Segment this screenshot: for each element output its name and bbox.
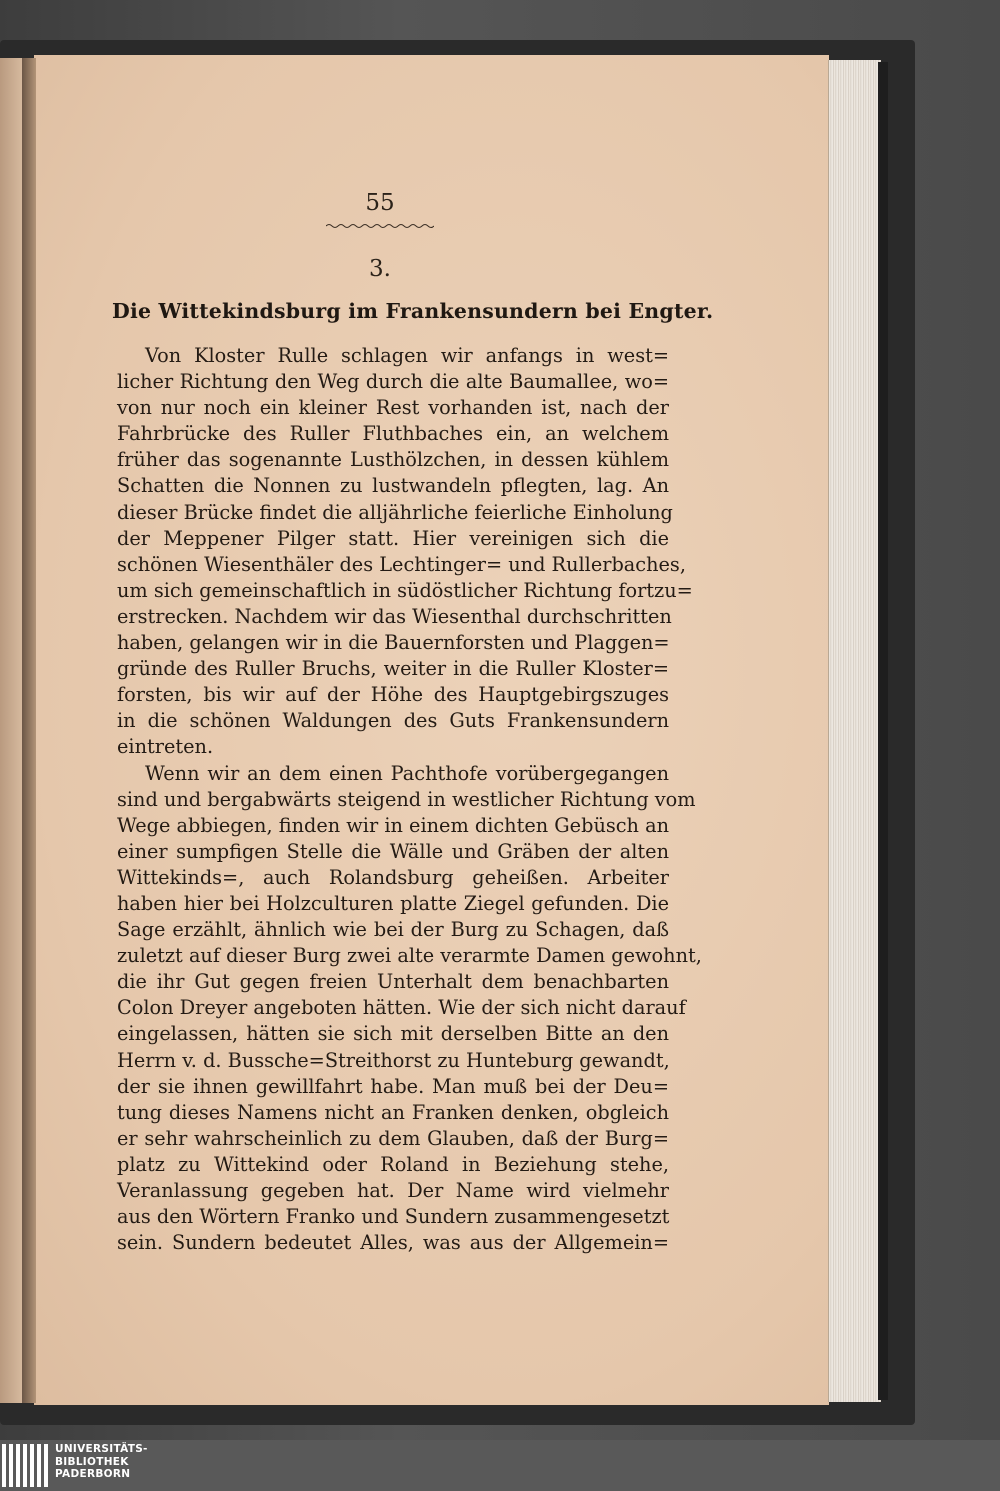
chapter-number: 3. [369, 256, 391, 282]
text-line: in die schönen Waldungen des Guts Frankensundern [117, 709, 669, 733]
text-line: Wenn wir an dem einen Pachthofe vorübergegangen [145, 761, 669, 785]
body-text [117, 343, 702, 1256]
text-line: Veranlassung gegeben hat. Der Name wird vielmehr [117, 1179, 669, 1202]
text-line: platz zu Wittekind oder Roland in Beziehung stehe, [117, 1152, 669, 1176]
logo-line: UNIVERSITÄTS- [55, 1443, 148, 1455]
text-line: schönen Wiesenthäler des Lechtinger= und Rullerbaches, [117, 552, 686, 576]
logo-line: BIBLIOTHEK [55, 1455, 129, 1468]
chapter-title: Die Wittekindsburg im Frankensundern bei Engter. [112, 299, 714, 323]
text-line: um sich gemeinschaftlich in südöstlicher Richtung fortzu= [117, 578, 693, 602]
cover-edge [878, 62, 888, 1400]
text-line: aus den Wörtern Franko und Sundern zusammengesetzt [117, 1205, 670, 1229]
text-line: eingelassen, hätten sie sich mit derselben Bitte an den [117, 1022, 669, 1046]
library-logo-text [55, 1443, 195, 1481]
text-line: Von Kloster Rulle schlagen wir anfangs in west= [145, 344, 669, 367]
text-line: Schatten die Nonnen zu lustwandeln pflegten, lag. An [117, 474, 669, 498]
page-number: 55 [365, 190, 395, 216]
text-line: der sie ihnen gewillfahrt habe. Man muß bei der Deu= [117, 1074, 669, 1098]
text-line: Wittekinds=, auch Rolandsburg geheißen. Arbeiter [117, 865, 669, 889]
page-gutter [22, 58, 36, 1403]
text-line: gründe des Ruller Bruchs, weiter in die Ruller Kloster= [117, 657, 669, 681]
text-line: die ihr Gut gegen freien Unterhalt dem benachbarten [117, 970, 669, 994]
text-line: früher das sogenannte Lusthölzchen, in dessen kühlem [117, 448, 669, 472]
text-line: Colon Dreyer angeboten hätten. Wie der sich nicht darauf [117, 996, 686, 1020]
text-line: Sage erzählt, ähnlich wie bei der Burg zu Schagen, daß [117, 918, 669, 942]
text-line: eintreten. [117, 735, 214, 759]
text-line: erstrecken. Nachdem wir das Wiesenthal durchschritten [117, 604, 672, 628]
wavy-rule-ornament [326, 222, 434, 230]
text-line: zuletzt auf dieser Burg zwei alte verarmte Damen gewohnt, [117, 944, 702, 968]
text-line: Wege abbiegen, finden wir in einem dichten Gebüsch an [117, 813, 670, 837]
left-page-edge [0, 58, 24, 1403]
text-line: einer sumpfigen Stelle die Wälle und Gräben der alten [117, 839, 669, 863]
text-line: Herrn v. d. Bussche=Streithorst zu Hunteburg gewandt, [117, 1048, 670, 1072]
text-line: licher Richtung den Weg durch die alte Baumallee, wo= [117, 370, 669, 394]
library-logo-icon [2, 1444, 48, 1487]
text-line: der Meppener Pilger statt. Hier vereinigen sich die [117, 526, 669, 550]
text-line: haben, gelangen wir in die Bauernforsten und Plaggen= [117, 631, 670, 655]
text-line: haben hier bei Holzculturen platte Ziegel gefunden. Die [117, 891, 669, 915]
text-line: sind und bergabwärts steigend in westlicher Richtung vom [117, 787, 696, 811]
page-block-edges [828, 60, 881, 1402]
text-line: er sehr wahrscheinlich zu dem Glauben, daß der Burg= [117, 1126, 669, 1150]
text-line: forsten, bis wir auf der Höhe des Hauptgebirgszuges [117, 683, 669, 707]
logo-line: PADERBORN [55, 1468, 131, 1480]
text-line: sein. Sundern bedeutet Alles, was aus der Allgemein= [117, 1231, 669, 1255]
text-line: dieser Brücke findet die alljährliche feierliche Einholung [117, 500, 673, 524]
text-line: Fahrbrücke des Ruller Fluthbaches ein, an welchem [117, 422, 669, 446]
text-line: von nur noch ein kleiner Rest vorhanden ist, nach der [117, 396, 669, 420]
text-line: tung dieses Namens nicht an Franken denken, obgleich [117, 1100, 669, 1124]
